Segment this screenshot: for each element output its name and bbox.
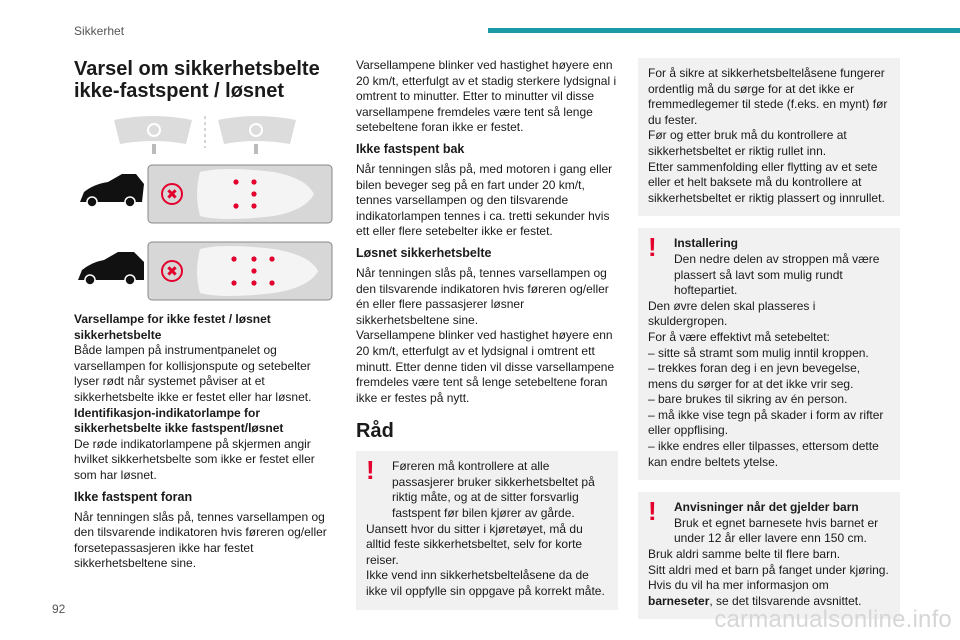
installation-text-3: For å være effektivt må setebeltet: bbox=[648, 329, 830, 344]
header-accent-bar bbox=[488, 28, 960, 33]
watermark-text: carmanualsonline.info bbox=[714, 606, 952, 633]
paragraph-warning-lamp: Varsellampe for ikke festet / løsnet sikkerhetsbelte Både lampen på instrumentpanelet og varsellampen for kollisjonspute og setebelter lyser rødt når systemet påviser at et sikkerhetsbelte ikke er festet eller har løsnet. Identifikasjon-indikatorlampe for sikkerhetsbelte ikke fastspent/løsnet De røde indikatorlampene på skjermen angir hvilket sikkerhetsbelte som ikke er festet eller som har løsnet. bbox=[74, 312, 315, 482]
heading-front: Ikke fastspent foran bbox=[74, 489, 193, 504]
paragraph-rear: Når tenningen slås på, med motoren i gang eller bilen beveger seg på en fart under 20 km/t, tennes varsellampen og den tilsvarende indikatorlampen tennes i ca. tretti sekunder hvis ett eller flere setebelter ikke er festet. bbox=[356, 161, 613, 239]
display-panel-front bbox=[148, 165, 332, 223]
children-text-1: Bruk et egnet barnesete hvis barnet er under 12 år eller lavere enn 150 cm. bbox=[674, 515, 879, 546]
advice-text-2: Uansett hvor du sitter i kjøretøyet, må du alltid feste sikkerhetsbeltet, selv for korte reiser. bbox=[366, 521, 583, 567]
heading-advice: Råd bbox=[356, 420, 394, 443]
heading-rear: Ikke fastspent bak bbox=[356, 141, 465, 156]
svg-text:✖: ✖ bbox=[166, 264, 178, 280]
installation-text-2: Den øvre delen skal plasseres i skuldergropen. bbox=[648, 298, 816, 329]
installation-text-8: – ikke endres eller tilpasses, ettersom dette kan endre beltets ytelse. bbox=[648, 439, 879, 469]
section-title: Varsel om sikkerhetsbelte ikke-fastspent / løsnet bbox=[74, 58, 320, 102]
buckle-text-2: Før og etter bruk må du kontrollere at sikkerhetsbeltet er riktig rullet inn. bbox=[648, 128, 847, 158]
seatbelt-illustration bbox=[74, 112, 336, 302]
children-text-4: Hvis du vil ha mer informasjon om barneseter, se det tilsvarende avsnittet. bbox=[648, 578, 862, 608]
warning-exclamation-icon: ! bbox=[648, 232, 657, 263]
advice-box bbox=[356, 451, 618, 609]
installation-text-1: Den nedre delen av stroppen må være plassert så lavt som mulig rundt hoftepartiet. bbox=[674, 251, 880, 298]
heading-loose: Løsnet sikkerhetsbelte bbox=[356, 245, 492, 260]
column-3 bbox=[638, 58, 900, 631]
children-text-2: Bruk aldri samme belte til flere barn. bbox=[648, 547, 841, 562]
installation-text-4: – sitte så stramt som mulig inntil kroppen. bbox=[648, 345, 869, 360]
suv-silhouette-icon bbox=[80, 174, 144, 207]
children-text-3: Sitt aldri med et barn på fanget under kjøring. bbox=[648, 562, 889, 577]
warning-exclamation-icon: ! bbox=[366, 455, 375, 486]
buckle-care-box bbox=[638, 58, 900, 216]
buckle-text-3: Etter sammenfolding eller flytting av et sete eller et helt baksete må du kontrollere at sikkerhetsbeltet er riktig plassert og innrullet. bbox=[648, 159, 885, 205]
paragraph-loose-1: Når tenningen slås på, tennes varsellampen og den tilsvarende indikatoren hvis føreren og/eller én eller flere passasjerer løsner sikkerhetsbeltene sine. bbox=[356, 265, 609, 327]
installation-box bbox=[638, 228, 900, 480]
installation-text-7: – må ikke vise tegn på skader i form av rifter eller oppflising. bbox=[648, 407, 884, 438]
warning-exclamation-icon: ! bbox=[648, 496, 657, 527]
installation-text-6: – bare brukes til sikring av én person. bbox=[648, 392, 848, 407]
rearview-mirror-left-icon bbox=[114, 116, 192, 154]
paragraph-front: Når tenningen slås på, tennes varsellampen og den tilsvarende indikatoren hvis føreren og/eller forsetepassasjeren ikke har festet sikkerhetsbeltene sine. bbox=[74, 509, 327, 571]
buckle-text-1: For å sikre at sikkerhetsbeltelåsene fungerer ordentlig må du sørge for at det ikke er fremmedlegemer til stede (f.eks. en mynt) før du fester. bbox=[648, 66, 888, 127]
advice-text-3: Ikke vend inn sikkerhetsbeltelåsene da de ikke vil oppfylle sin oppgave på korrekt måte. bbox=[366, 568, 605, 599]
children-title: Anvisninger når det gjelder barn bbox=[674, 500, 859, 515]
column-2 bbox=[356, 58, 618, 622]
paragraph-speed-warning: Varsellampene blinker ved hastighet høyere enn 20 km/t, etterfulgt av et stadig sterkere lydsignal i omtrent to minutter. Etter to minutter vil disse varsellampene fremdeles være tent så lenge setebeltene foran ikke er festet. bbox=[356, 58, 617, 135]
installation-title: Installering bbox=[674, 236, 739, 251]
installation-text-5: – trekkes foran deg i en jevn bevegelse, mens du sørger for at det ikke vrir seg. bbox=[648, 361, 861, 391]
display-panel-rear bbox=[148, 242, 332, 300]
column-1 bbox=[74, 58, 336, 576]
sedan-silhouette-icon bbox=[78, 252, 144, 285]
advice-text-1: Føreren må kontrollere at alle passasjerer bruker sikkerhetsbeltet på riktig måte, og at de sitter forsvarlig fastspent før bilen kjører av gårde. bbox=[392, 459, 595, 521]
svg-text:✖: ✖ bbox=[166, 187, 178, 203]
rearview-mirror-right-icon bbox=[218, 116, 296, 154]
paragraph-loose-2: Varsellampene blinker ved hastighet høyere enn 20 km/t, etterfulgt av et lydsignal i omtrent ett minutt. Etter denne tiden vil disse varsellampene fremdeles være tent så lenge setebeltene foran ikke er festes på nytt. bbox=[356, 328, 615, 405]
children-box bbox=[638, 492, 900, 619]
header-section-label: Sikkerhet bbox=[74, 24, 125, 38]
page-number: 92 bbox=[52, 602, 66, 616]
